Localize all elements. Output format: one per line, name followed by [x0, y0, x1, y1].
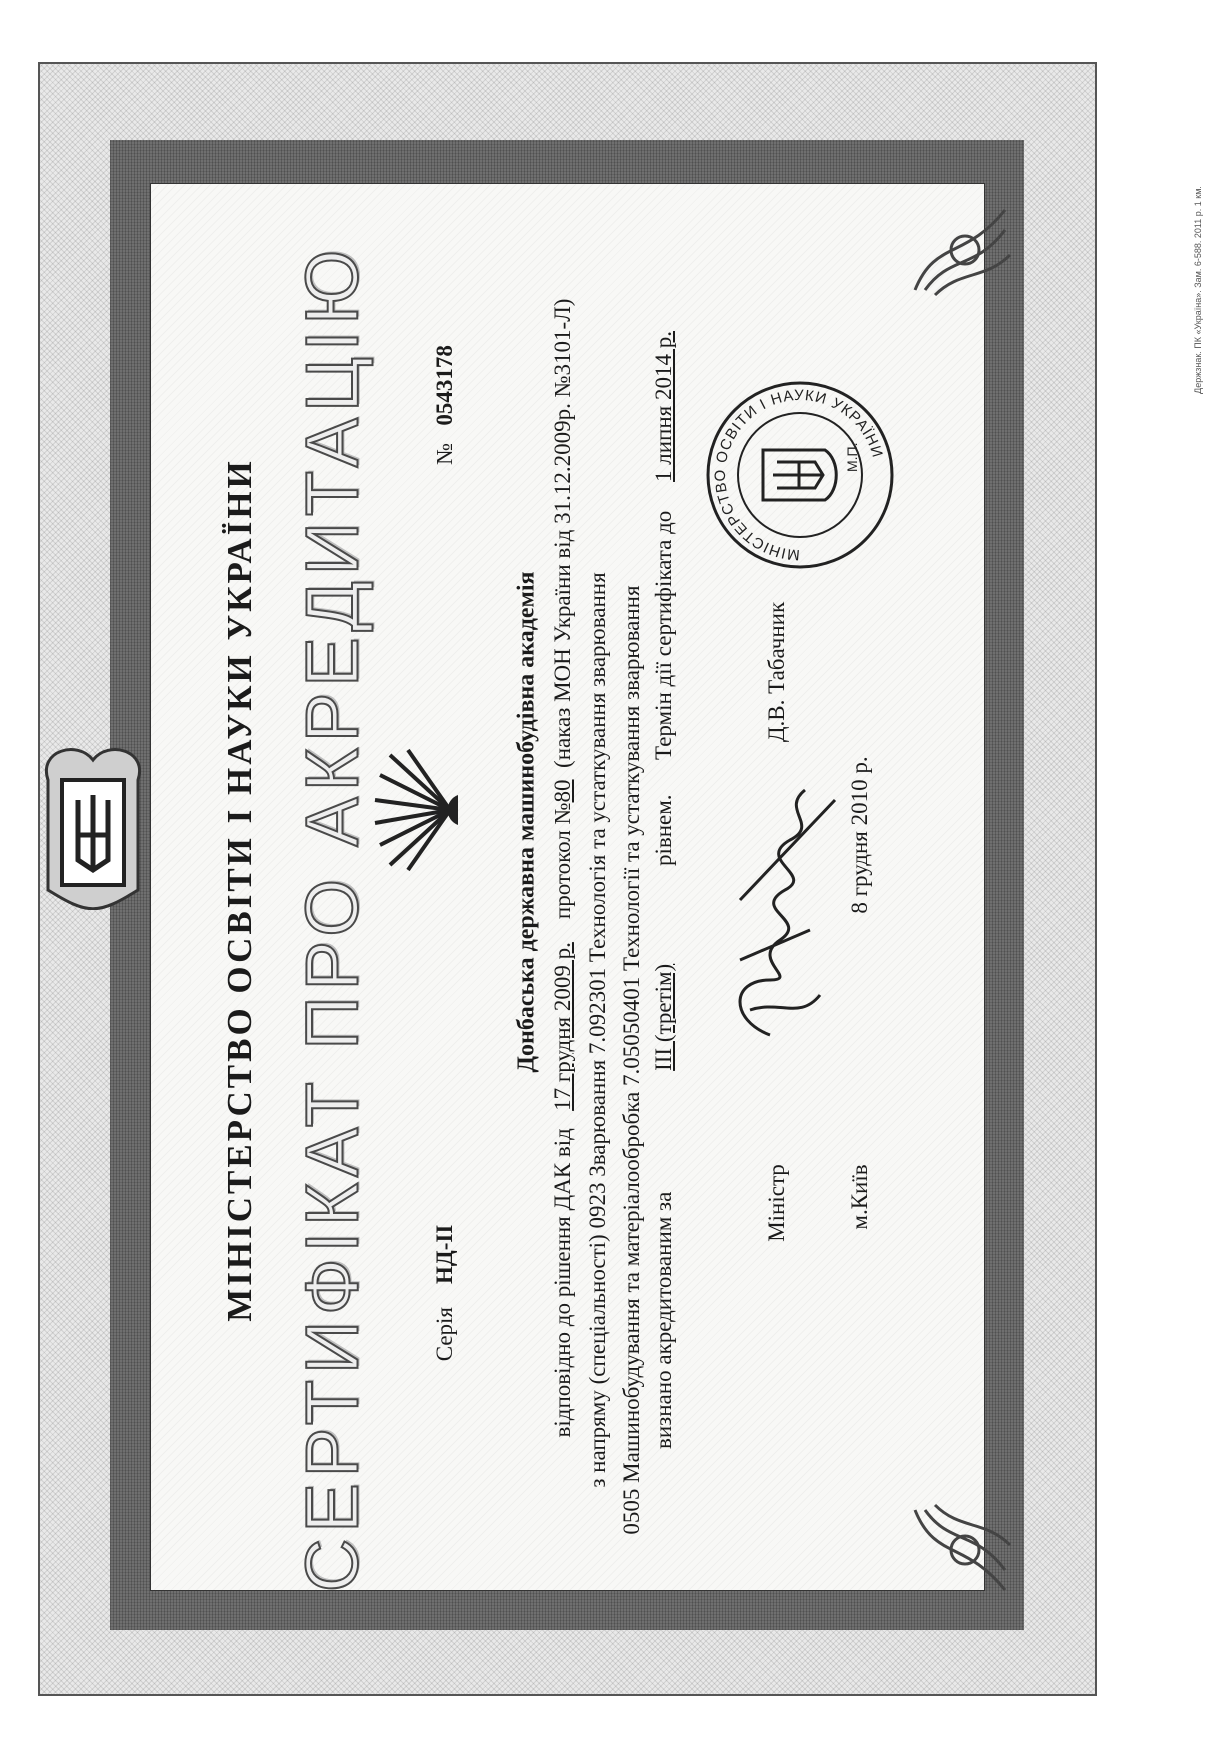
accreditation-line [651, 331, 677, 1449]
series-line [432, 1225, 458, 1362]
signature-icon [710, 780, 840, 1050]
accreditation-prefix: визнано акредитованим за [651, 1191, 676, 1450]
decision-prefix: відповідно до рішення ДАК від [550, 1128, 575, 1438]
seal-text: МІНІСТЕРСТВО ОСВІТИ І НАУКИ УКРАЇНИ [711, 386, 886, 564]
seal-mp: М.П. [844, 442, 860, 472]
printer-note: Держзнак. ПК «Україна». Зам. 6-588. 2011 р. 1 км. [1193, 186, 1203, 394]
ministry-title: МІНІСТЕРСТВО ОСВІТИ І НАУКИ УКРАЇНИ [220, 458, 259, 1322]
number-label: № [432, 442, 457, 465]
sunburst-emblem-icon [370, 745, 460, 875]
term-date: 1 липня 2014 р. [651, 330, 676, 482]
minister-name: Д.В. Табачник [764, 601, 789, 743]
series-label: Серія [432, 1306, 457, 1362]
order-reference: (наказ МОН України від 31.12.2009р. №3101-Л) [550, 298, 575, 768]
decision-line [550, 299, 576, 1438]
seal-stamp-icon [705, 380, 895, 570]
accreditation-level: ІІІ (третім) [651, 963, 676, 1071]
decision-date: 17 грудня 2009 р. [550, 942, 575, 1111]
protocol-label: протокол № [550, 802, 575, 920]
level-suffix: рівнем. [651, 794, 676, 867]
ornament-icon [905, 1500, 1015, 1600]
coat-of-arms-icon [38, 740, 148, 910]
certificate-title: СЕРТИФІКАТ ПРО АКРЕДИТАЦІЮ [290, 243, 374, 1593]
institution-name: Донбаська державна машинобудівна академія [513, 571, 540, 1073]
issue-date: 8 грудня 2010 р. [847, 756, 872, 914]
ornament-icon [905, 200, 1015, 300]
term-label: Термін дії сертифіката до [651, 510, 676, 760]
minister-label: Міністр [764, 1164, 789, 1242]
speciality-line-2: 0505 Машинобудування та матеріалообробка 7.05050401 Технології та устаткування зварювання [619, 585, 644, 1535]
number-line [432, 345, 458, 465]
city: м.Київ [847, 1164, 872, 1230]
certificate-number: 0543178 [432, 345, 457, 426]
speciality-line-1: з напряму (спеціальності) 0923 Зварювання 7.092301 Технологія та устаткування зварювання [585, 572, 610, 1488]
protocol-number: 80 [550, 779, 575, 803]
series-value: НД-ІІ [432, 1224, 457, 1284]
